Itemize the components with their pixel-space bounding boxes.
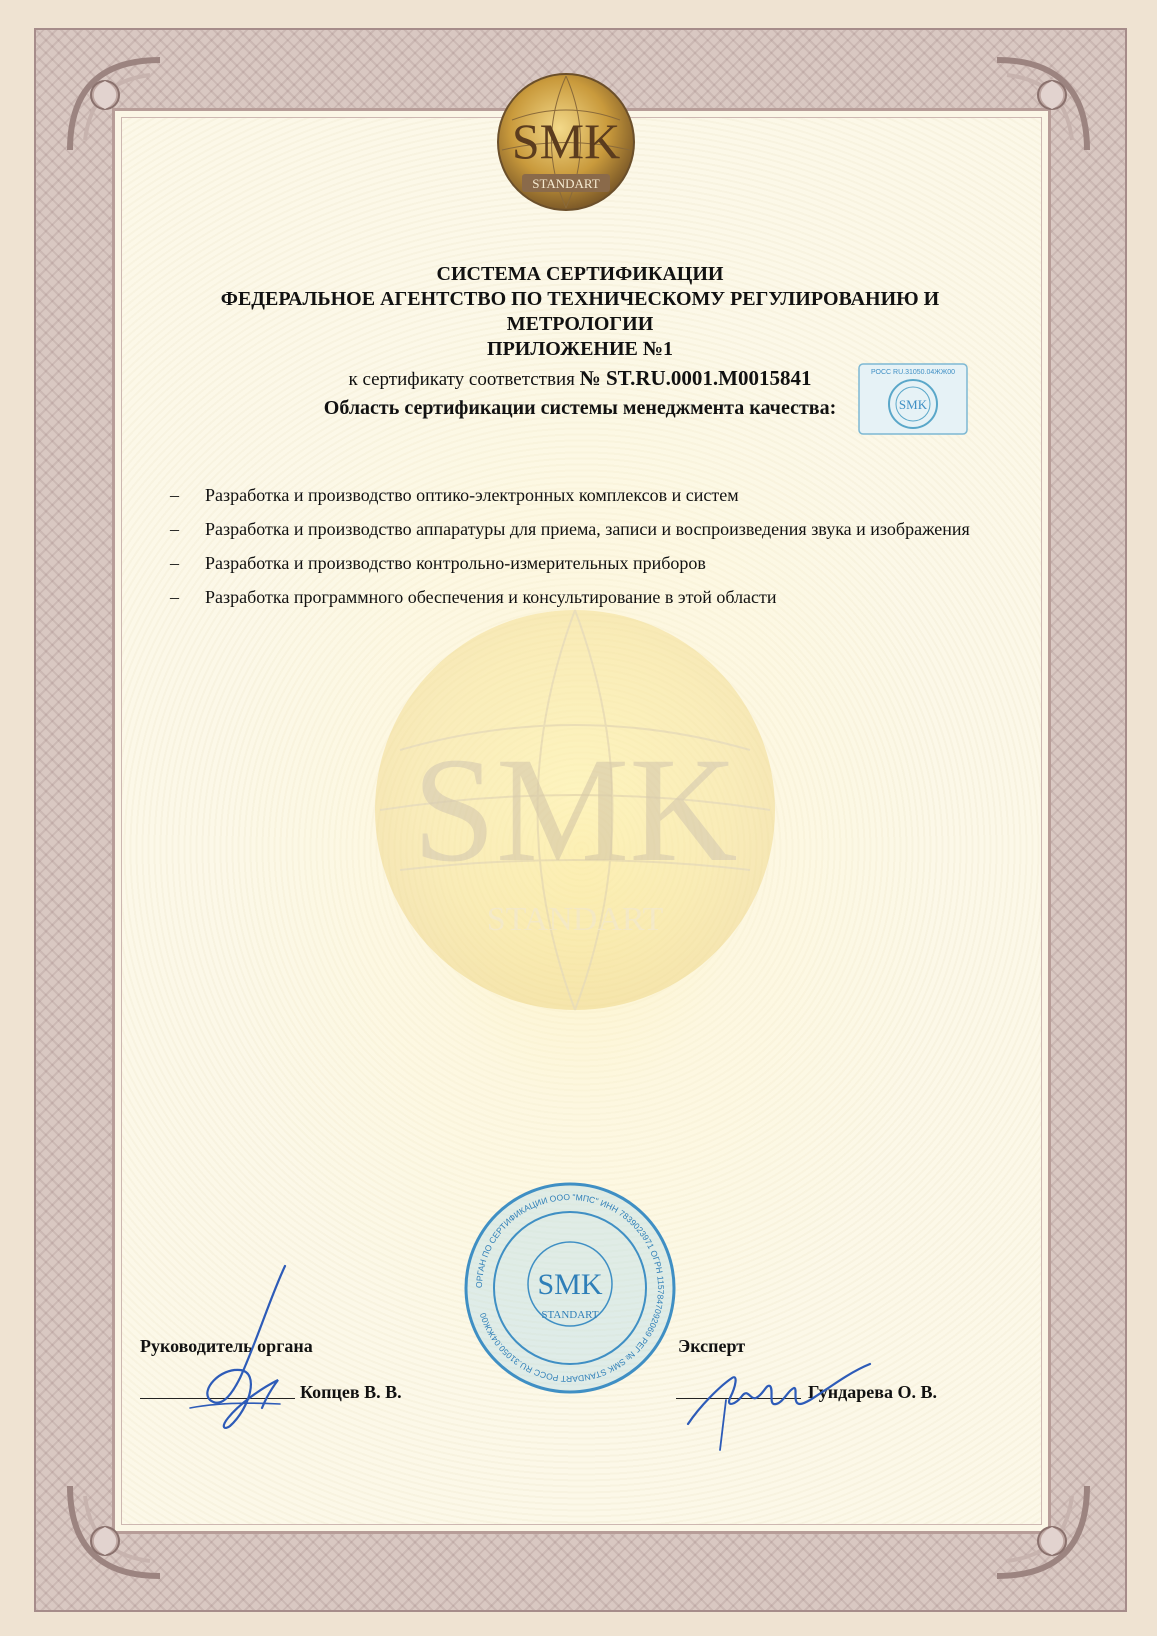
cert-number: № ST.RU.0001.M0015841	[579, 366, 812, 390]
watermark-text: SMK	[412, 727, 738, 893]
watermark-subtext: STANDART	[486, 901, 664, 938]
header-line-3: МЕТРОЛОГИИ	[506, 313, 654, 335]
list-item	[170, 480, 990, 511]
list-item	[170, 582, 990, 613]
list-item-text: Разработка программного обеспечения и консультирование в этой области	[205, 587, 777, 607]
smk-standart-logo	[482, 70, 650, 220]
list-item	[170, 514, 990, 545]
seal-center-text: SMK	[537, 1268, 603, 1301]
cert-prefix: к сертификату соответствия	[348, 369, 575, 390]
list-item-text: Разработка и производство оптико-электронных комплексов и систем	[205, 485, 739, 505]
left-signer-label: Руководитель органа	[140, 1336, 313, 1356]
list-dash: –	[170, 553, 179, 573]
scope-title: Область сертификации системы менеджмента качества:	[323, 397, 837, 419]
handwritten-signature-icon	[680, 1346, 880, 1456]
seal-ring-text: ОРГАН ПО СЕРТИФИКАЦИИ ООО "МПС" ИНН 7839023971 ОГРН 1157847092069 РЕГ № SMK STANDART РОСС RU.31050.04ЖЖ00	[473, 1191, 667, 1385]
list-item-text: Разработка и производство аппаратуры для приема, записи и воспроизведения звука и изображения	[205, 519, 970, 539]
list-dash: –	[170, 485, 179, 505]
ornament-corner-icon	[987, 50, 1097, 160]
seal-sub-text: STANDART	[541, 1309, 599, 1321]
logo-subtext: STANDART	[532, 176, 600, 191]
list-dash: –	[170, 587, 179, 607]
ornament-corner-icon	[60, 1476, 170, 1586]
right-signer-name: Гундарева О. В.	[808, 1382, 937, 1402]
header-line-1: СИСТЕМА СЕРТИФИКАЦИИ	[436, 263, 724, 285]
logo-text: SMK	[511, 113, 621, 169]
list-item	[170, 548, 990, 579]
ross-stamp-text: РОСС RU.31050.04ЖЖ00	[871, 369, 955, 376]
header-line-2: ФЕДЕРАЛЬНОЕ АГЕНТСТВО ПО ТЕХНИЧЕСКОМУ РЕГУЛИРОВАНИЮ И	[220, 288, 940, 310]
ross-stamp-center: SMK	[898, 397, 928, 412]
official-seal-icon	[460, 1178, 680, 1398]
smk-watermark-logo	[340, 590, 810, 1060]
header-line-4: ПРИЛОЖЕНИЕ №1	[487, 338, 673, 360]
ornament-corner-icon	[987, 1476, 1097, 1586]
certification-scope-list	[170, 480, 990, 616]
left-signer-name: Копцев В. В.	[300, 1382, 402, 1402]
right-signer-label: Эксперт	[678, 1336, 746, 1356]
list-item-text: Разработка и производство контрольно-измерительных приборов	[205, 553, 706, 573]
ross-stamp-icon	[857, 362, 969, 436]
list-dash: –	[170, 519, 179, 539]
ornament-corner-icon	[60, 50, 170, 160]
handwritten-signature-icon	[170, 1258, 310, 1448]
